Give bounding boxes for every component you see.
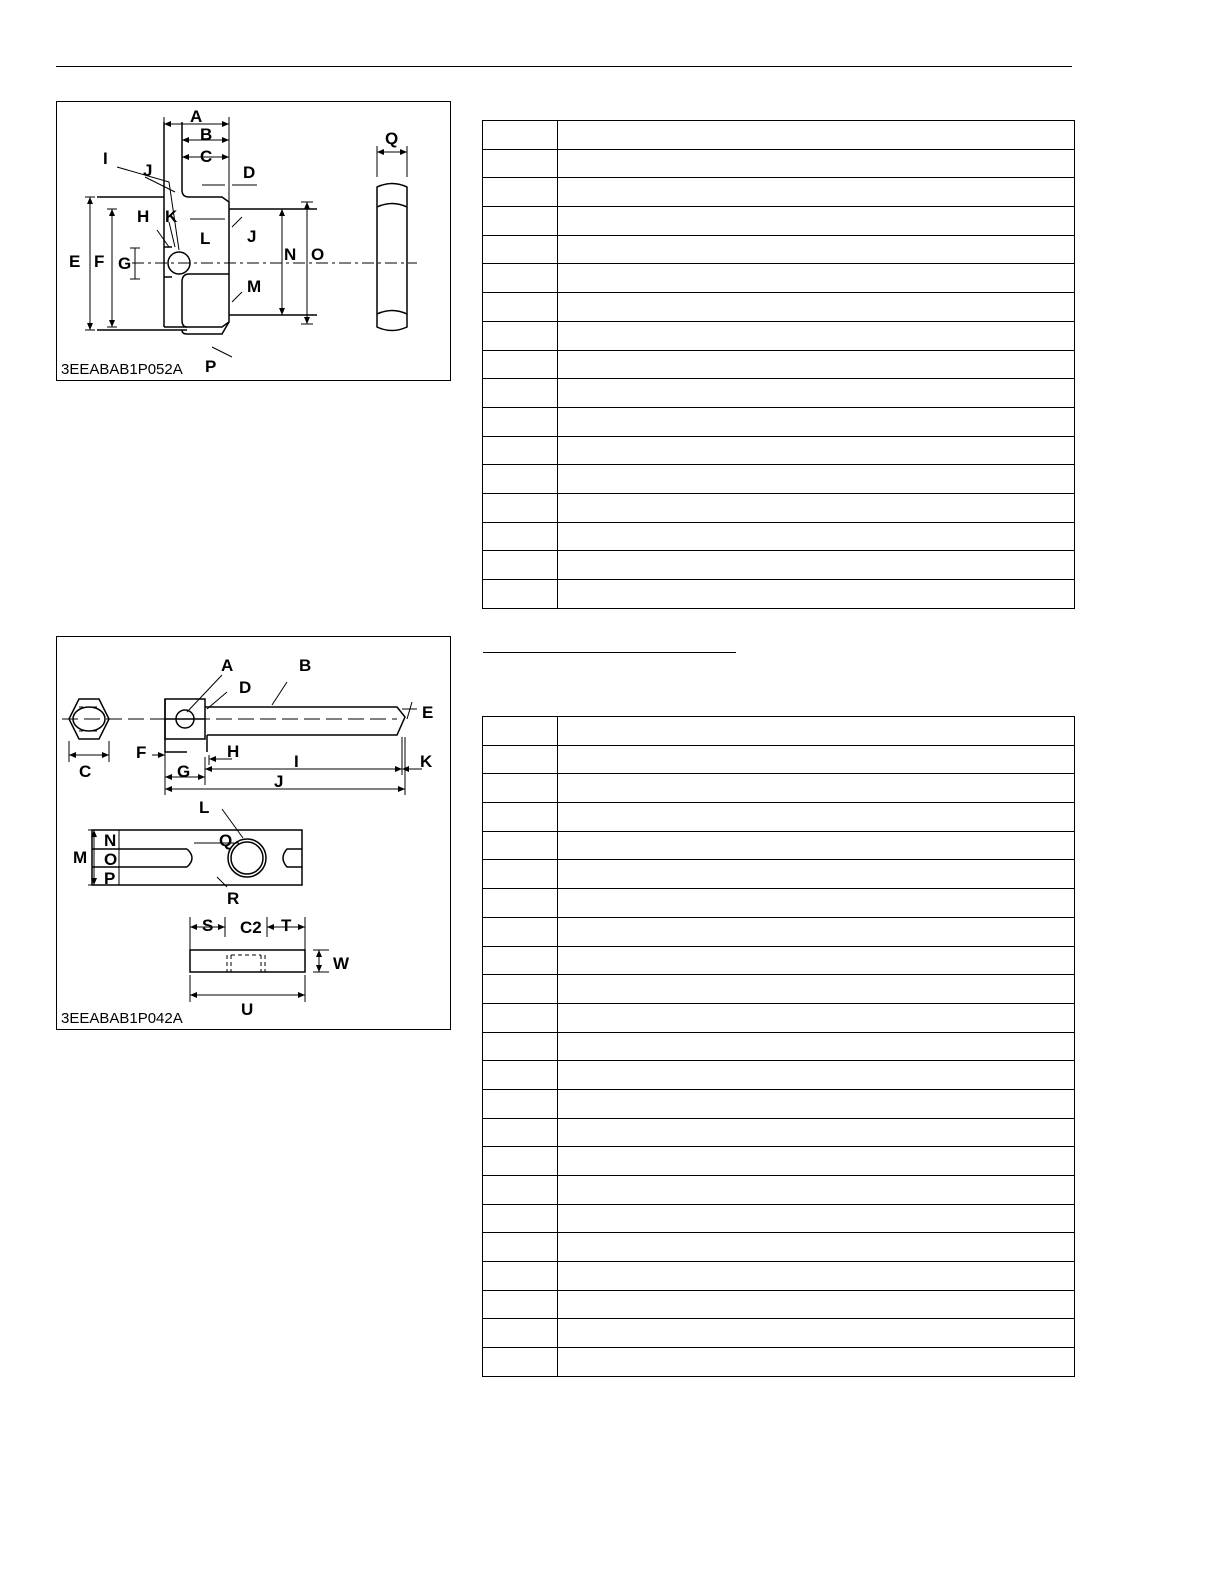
label-c2: C2 [240, 918, 262, 937]
table-cell-value [558, 889, 1075, 918]
label-k: K [165, 207, 178, 226]
table-cell-value [558, 975, 1075, 1004]
table-row [483, 1032, 1075, 1061]
table-cell-label [483, 551, 558, 580]
table-row [483, 1003, 1075, 1032]
table-row [483, 350, 1075, 379]
table-row [483, 379, 1075, 408]
table-cell-label [483, 745, 558, 774]
table-cell-label [483, 1089, 558, 1118]
label-m: M [73, 848, 88, 867]
table-row [483, 207, 1075, 236]
label-b: B [299, 656, 312, 675]
label-t: T [281, 916, 292, 935]
table-row [483, 1118, 1075, 1147]
table-cell-label [483, 178, 558, 207]
table-row [483, 803, 1075, 832]
table-row [483, 522, 1075, 551]
table-row [483, 745, 1075, 774]
table-row [483, 235, 1075, 264]
label-a: A [190, 107, 203, 126]
table-cell-label [483, 580, 558, 609]
table-cell-label [483, 717, 558, 746]
shift-rod-drawing [57, 637, 450, 1029]
label-r: R [227, 889, 240, 908]
table-row [483, 774, 1075, 803]
table-cell-label [483, 860, 558, 889]
table-cell-value [558, 745, 1075, 774]
table-row [483, 1147, 1075, 1176]
table-cell-label [483, 350, 558, 379]
figure-shift-rod [56, 636, 451, 1030]
table-row [483, 831, 1075, 860]
table-cell-value [558, 946, 1075, 975]
table-cell-value [558, 264, 1075, 293]
label-a: A [221, 656, 234, 675]
table-cell-label [483, 1233, 558, 1262]
table-cell-label [483, 207, 558, 236]
label-i: I [103, 149, 108, 168]
table-cell-value [558, 1003, 1075, 1032]
table-cell-label [483, 493, 558, 522]
table-cell-label [483, 1032, 558, 1061]
figure-caption: 3EEABAB1P042A [61, 1010, 183, 1027]
table-row [483, 860, 1075, 889]
table-cell-label [483, 946, 558, 975]
table-cell-value [558, 407, 1075, 436]
table-cell-value [558, 831, 1075, 860]
table-cell-label [483, 465, 558, 494]
table-cell-value [558, 774, 1075, 803]
table-cell-value [558, 207, 1075, 236]
table-row [483, 717, 1075, 746]
table-cell-value [558, 1061, 1075, 1090]
table-row [483, 1176, 1075, 1205]
label-l: L [200, 229, 211, 248]
table-row [483, 1061, 1075, 1090]
table-cell-value [558, 551, 1075, 580]
table-cell-label [483, 1061, 558, 1090]
table-cell-value [558, 1089, 1075, 1118]
label-e: E [422, 703, 434, 722]
label-m: M [247, 277, 262, 296]
table-row [483, 293, 1075, 322]
table-cell-value [558, 1262, 1075, 1291]
table-cell-label [483, 121, 558, 150]
table-cell-value [558, 1147, 1075, 1176]
table-row [483, 1262, 1075, 1291]
table-cell-label [483, 293, 558, 322]
section-heading-rule [483, 652, 736, 653]
table-row [483, 465, 1075, 494]
table-cell-value [558, 493, 1075, 522]
table-row [483, 580, 1075, 609]
table-row [483, 121, 1075, 150]
table-row [483, 1233, 1075, 1262]
table-cell-label [483, 803, 558, 832]
table-cell-value [558, 379, 1075, 408]
spec-table-1 [482, 120, 1075, 609]
table-row [483, 1319, 1075, 1348]
label-j: J [274, 772, 284, 791]
table-row [483, 321, 1075, 350]
table-cell-value [558, 1290, 1075, 1319]
spec-table-2 [482, 716, 1075, 1377]
table-row [483, 1348, 1075, 1377]
table-row [483, 178, 1075, 207]
table-cell-value [558, 803, 1075, 832]
table-cell-value [558, 717, 1075, 746]
label-p: P [205, 357, 217, 376]
label-j-top: J [143, 161, 153, 180]
label-i: I [294, 752, 299, 771]
table-cell-label [483, 407, 558, 436]
shift-fork-drawing [57, 102, 450, 380]
table-row [483, 493, 1075, 522]
table-cell-value [558, 149, 1075, 178]
table-cell-value [558, 522, 1075, 551]
label-q: Q [219, 831, 233, 850]
table-cell-value [558, 917, 1075, 946]
table-cell-value [558, 1348, 1075, 1377]
table-cell-value [558, 1176, 1075, 1205]
label-p: P [104, 869, 116, 888]
table-cell-label [483, 1348, 558, 1377]
label-k: K [420, 752, 433, 771]
table-cell-label [483, 436, 558, 465]
table-row [483, 436, 1075, 465]
table-row [483, 149, 1075, 178]
table-row [483, 975, 1075, 1004]
label-b: B [200, 125, 213, 144]
table-cell-label [483, 774, 558, 803]
table-cell-value [558, 1204, 1075, 1233]
table-cell-label [483, 889, 558, 918]
table-cell-label [483, 1147, 558, 1176]
table-cell-label [483, 379, 558, 408]
table-cell-value [558, 436, 1075, 465]
label-d: D [239, 678, 252, 697]
table-cell-label [483, 149, 558, 178]
table-cell-value [558, 580, 1075, 609]
table-row [483, 407, 1075, 436]
table-cell-label [483, 1290, 558, 1319]
table-cell-value [558, 860, 1075, 889]
table-cell-label [483, 321, 558, 350]
table-cell-value [558, 178, 1075, 207]
label-e: E [69, 252, 81, 271]
label-u: U [241, 1000, 254, 1019]
table-cell-label [483, 975, 558, 1004]
label-s: S [202, 916, 214, 935]
label-c: C [79, 762, 92, 781]
table-row [483, 551, 1075, 580]
label-l: L [199, 798, 210, 817]
label-o: O [311, 245, 325, 264]
label-d: D [243, 163, 256, 182]
table-cell-label [483, 1204, 558, 1233]
table-row [483, 889, 1075, 918]
table-cell-label [483, 917, 558, 946]
table-cell-value [558, 321, 1075, 350]
table-cell-value [558, 1233, 1075, 1262]
table-cell-value [558, 350, 1075, 379]
table-cell-value [558, 1118, 1075, 1147]
label-w: W [333, 954, 350, 973]
label-n: N [284, 245, 297, 264]
label-f: F [94, 252, 105, 271]
table-cell-label [483, 1118, 558, 1147]
table-cell-label [483, 1003, 558, 1032]
figure-shift-fork [56, 101, 451, 381]
table-cell-value [558, 293, 1075, 322]
header-rule [56, 66, 1072, 67]
table-cell-value [558, 465, 1075, 494]
label-h: H [227, 742, 240, 761]
table-row [483, 1089, 1075, 1118]
table-row [483, 1290, 1075, 1319]
table-cell-label [483, 1176, 558, 1205]
table-cell-label [483, 831, 558, 860]
table-cell-value [558, 1032, 1075, 1061]
label-g: G [177, 762, 191, 781]
label-j-right: J [247, 227, 257, 246]
label-n: N [104, 831, 117, 850]
table-row [483, 917, 1075, 946]
label-h: H [137, 207, 150, 226]
label-o: O [104, 850, 118, 869]
table-cell-label [483, 1262, 558, 1291]
table-cell-value [558, 121, 1075, 150]
label-g: G [118, 254, 132, 273]
label-q: Q [385, 129, 399, 148]
label-f: F [136, 743, 147, 762]
table-cell-value [558, 235, 1075, 264]
label-c: C [200, 147, 213, 166]
table-cell-label [483, 264, 558, 293]
table-cell-label [483, 522, 558, 551]
table-cell-value [558, 1319, 1075, 1348]
table-cell-label [483, 1319, 558, 1348]
figure-caption: 3EEABAB1P052A [61, 361, 183, 378]
table-row [483, 264, 1075, 293]
table-cell-label [483, 235, 558, 264]
table-row [483, 1204, 1075, 1233]
table-row [483, 946, 1075, 975]
